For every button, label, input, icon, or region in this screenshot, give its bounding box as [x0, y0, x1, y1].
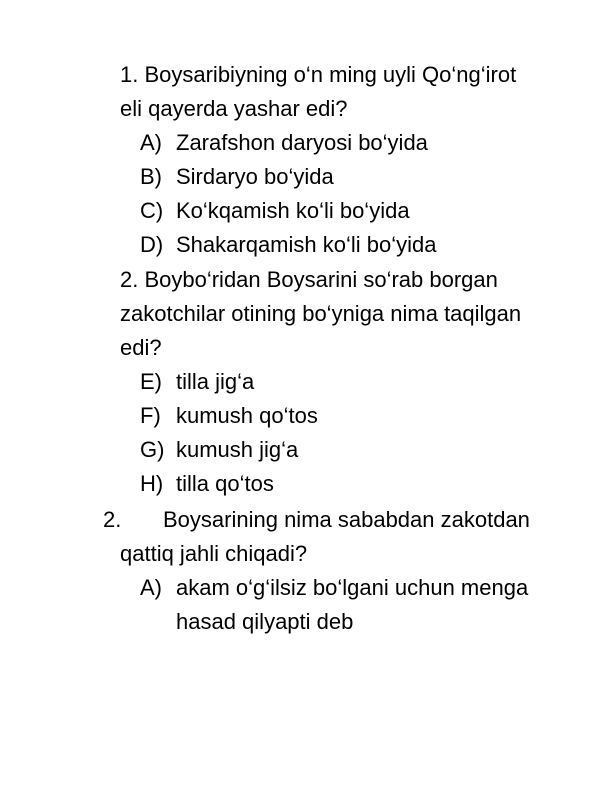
option-text: tilla jig‘a — [176, 369, 255, 394]
option-letter: F) — [140, 403, 161, 428]
question-3-line-2: qattiq jahli chiqadi? — [120, 541, 308, 566]
option-text: Ko‘kqamish ko‘li bo‘yida — [176, 198, 410, 223]
option-text: kumush jig‘a — [176, 437, 299, 462]
option-letter: E) — [140, 369, 162, 394]
option-letter: C) — [140, 198, 164, 223]
option-letter: B) — [140, 164, 162, 189]
question-1-line-2: eli qayerda yashar edi? — [120, 96, 348, 121]
option-letter: A) — [140, 575, 162, 600]
question-2-line-2: zakotchilar otining bo‘yniga nima taqilgan — [120, 301, 522, 326]
option-text: Zarafshon daryosi bo‘yida — [176, 130, 428, 155]
option-letter: H) — [140, 471, 164, 496]
option-text: Sirdaryo bo‘yida — [176, 164, 334, 189]
option-letter: G) — [140, 437, 165, 462]
option-text: akam o‘g‘ilsiz bo‘lgani uchun menga — [176, 575, 529, 600]
option-text-continued: hasad qilyapti deb — [176, 609, 354, 634]
question-1-line-1: 1. Boysaribiyning o‘n ming uyli Qo‘ng‘irot — [120, 62, 517, 87]
question-2-line-1: 2. Boybo‘ridan Boysarini so‘rab borgan — [120, 267, 498, 292]
option-text: kumush qo‘tos — [176, 403, 318, 428]
option-text: Shakarqamish ko‘li bo‘yida — [176, 232, 437, 257]
question-3-line-1: Boysarining nima sababdan zakotdan — [163, 507, 530, 532]
question-2-line-3: edi? — [120, 335, 162, 360]
option-text: tilla qo‘tos — [176, 471, 274, 496]
option-letter: A) — [140, 130, 162, 155]
question-3-number: 2. — [103, 507, 122, 532]
option-letter: D) — [140, 232, 164, 257]
